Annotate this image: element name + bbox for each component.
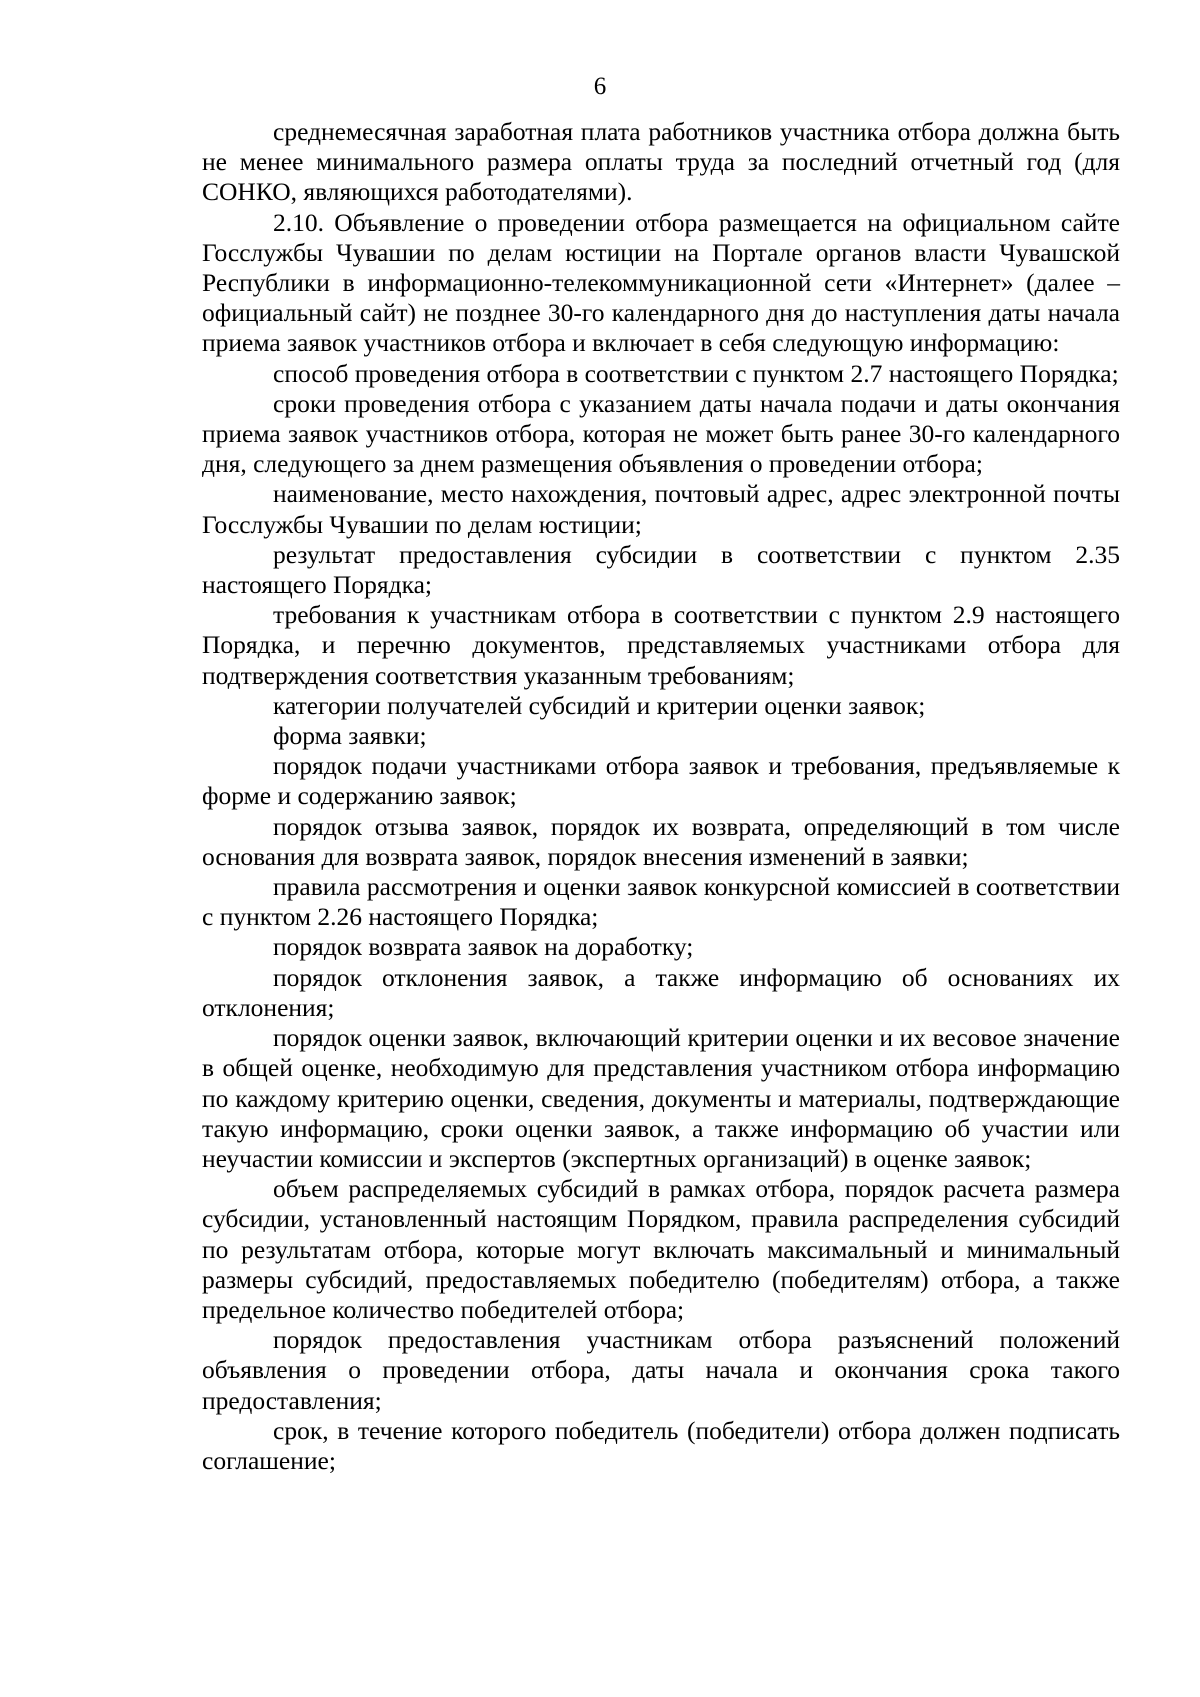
paragraph: 2.10. Объявление о проведении отбора размещается на официальном сайте Госслужбы Чувашии по делам юстиции на Портале органов власти Чувашской Республики в информационно-телекоммуникационной сети «Интернет» (далее – официальный сайт) не позднее 30-го календарного дня до наступления даты начала приема заявок участников отбора и включает в себя следующую информацию: [202,207,1120,358]
paragraph: форма заявки; [273,721,427,751]
document-body [202,117,1120,1476]
paragraph: порядок предоставления участникам отбора разъяснений положений объявления о проведении отбора, даты начала и окончания срока такого предоставления; [202,1325,1120,1415]
paragraph: способ проведения отбора в соответствии с пунктом 2.7 настоящего Порядка; [273,358,1119,388]
paragraph: результат предоставления субсидии в соответствии с пунктом 2.35 настоящего Порядка; [202,539,1120,600]
paragraph: требования к участникам отбора в соответствии с пунктом 2.9 настоящего Порядка, и перечню документов, представляемых участниками отбора для подтверждения соответствия указанным требованиям; [202,600,1120,690]
paragraph: объем распределяемых субсидий в рамках отбора, порядок расчета размера субсидии, установленный настоящим Порядком, правила распределения субсидий по результатам отбора, которые могут включать максимальный и минимальный размеры субсидий, предоставляемых победителю (победителям) отбора, а также предельное количество победителей отбора; [202,1174,1120,1324]
paragraph: порядок оценки заявок, включающий критерии оценки и их весовое значение в общей оценке, необходимую для представления участником отбора информацию по каждому критерию оценки, сведения, документы и материалы, подтверждающие такую информацию, сроки оценки заявок, а также информацию об участии или неучастии комиссии и экспертов (экспертных организаций) в оценке заявок; [202,1023,1120,1173]
paragraph: сроки проведения отбора с указанием даты начала подачи и даты окончания приема заявок участников отбора, которая не может быть ранее 30-го календарного дня, следующего за днем размещения объявления о проведении отбора; [202,388,1120,479]
paragraph: правила рассмотрения и оценки заявок конкурсной комиссией в соответствии с пунктом 2.26 настоящего Порядка; [202,872,1120,932]
page-number: 6 [593,73,607,100]
paragraph: среднемесячная заработная плата работников участника отбора должна быть не менее минимального размера оплаты труда за последний отчетный год (для СОНКО, являющихся работодателями). [202,117,1120,207]
paragraph: наименование, место нахождения, почтовый адрес, адрес электронной почты Госслужбы Чувашии по делам юстиции; [202,479,1120,539]
paragraph: срок, в течение которого победитель (победители) отбора должен подписать соглашение; [202,1415,1120,1475]
paragraph: порядок отклонения заявок, а также информацию об основаниях их отклонения; [202,962,1120,1022]
paragraph: порядок возврата заявок на доработку; [273,932,694,962]
paragraph: порядок отзыва заявок, порядок их возврата, определяющий в том числе основания для возврата заявок, порядок внесения изменений в заявки; [202,811,1120,871]
paragraph: категории получателей субсидий и критерии оценки заявок; [273,690,926,720]
paragraph: порядок подачи участниками отбора заявок и требования, предъявляемые к форме и содержанию заявок; [202,751,1120,811]
